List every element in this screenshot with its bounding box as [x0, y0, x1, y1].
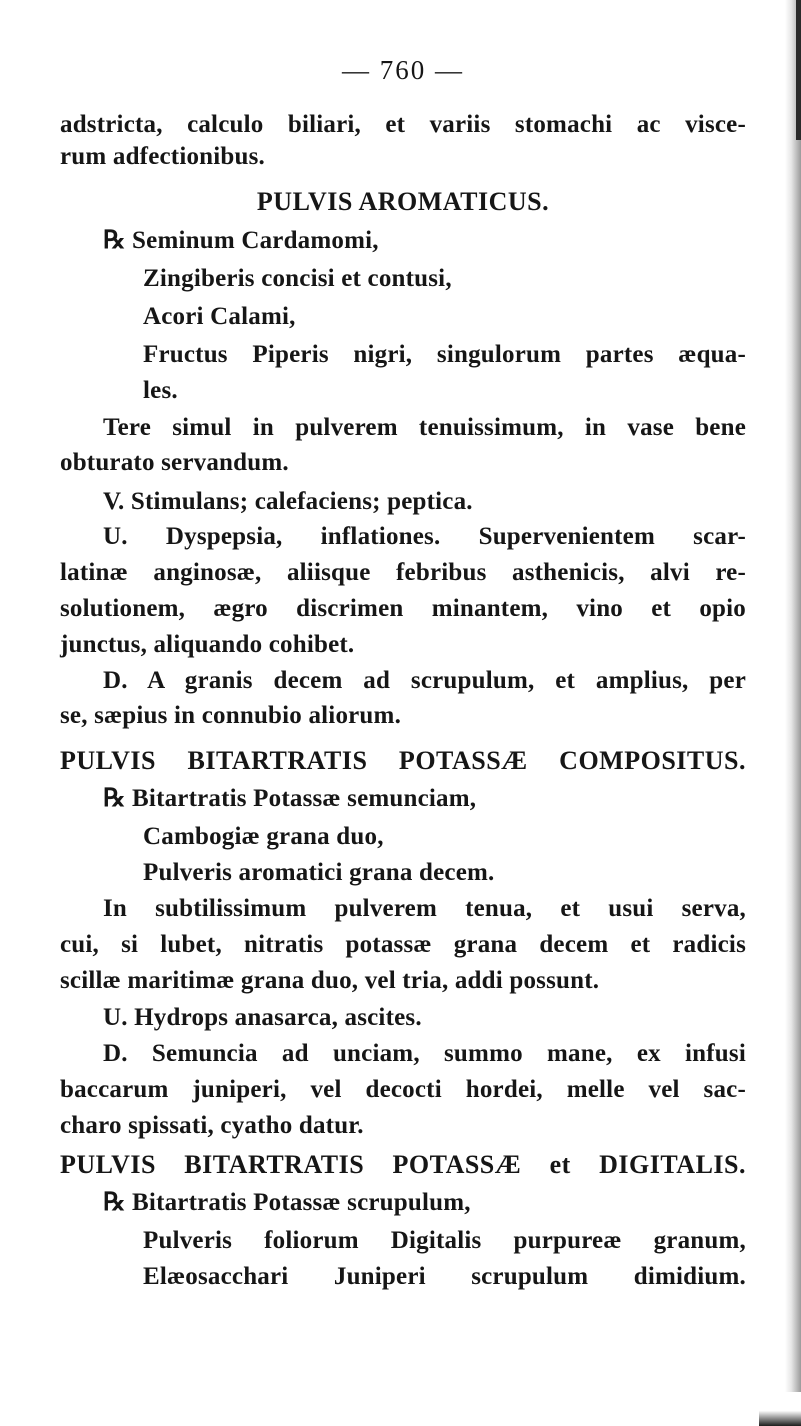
- text-line: U. Dyspepsia, inflationes. Supervenientem scar-: [103, 523, 746, 550]
- page-corner-shadow: [759, 1392, 801, 1426]
- section-heading: PULVIS BITARTRATIS POTASSÆ et DIGITALIS.: [60, 1150, 746, 1179]
- text-line: charo spissati, cyatho datur.: [60, 1112, 364, 1139]
- recipe-line: ℞ Bitartratis Potassæ scrupulum,: [103, 1189, 471, 1216]
- text-line: latinæ anginosæ, aliisque febribus asthenicis, alvi re-: [60, 559, 746, 586]
- text-line: cui, si lubet, nitratis potassæ grana decem et radicis: [60, 931, 746, 958]
- text-line: rum adfectionibus.: [60, 143, 266, 170]
- recipe-line: Zingiberis concisi et contusi,: [143, 265, 452, 292]
- text-line: baccarum juniperi, vel decocti hordei, melle vel sac-: [60, 1076, 746, 1103]
- recipe-line: Acori Calami,: [143, 303, 296, 330]
- section-heading: PULVIS BITARTRATIS POTASSÆ COMPOSITUS.: [60, 746, 746, 775]
- text-line: solutionem, ægro discrimen minantem, vino et opio: [60, 595, 746, 622]
- recipe-line: Pulveris foliorum Digitalis purpureæ granum,: [143, 1227, 746, 1254]
- text-line: Tere simul in pulverem tenuissimum, in vase bene: [103, 414, 746, 441]
- recipe-line: Elæosacchari Juniperi scrupulum dimidium.: [143, 1263, 746, 1290]
- text-line: D. A granis decem ad scrupulum, et amplius, per: [103, 667, 746, 694]
- text-line: In subtilissimum pulverem tenua, et usui serva,: [103, 895, 746, 922]
- text-line: adstricta, calculo biliari, et variis stomachi ac visce-: [60, 111, 746, 138]
- recipe-line: ℞ Seminum Cardamomi,: [103, 227, 379, 254]
- text-line: D. Semuncia ad unciam, summo mane, ex infusi: [103, 1040, 746, 1067]
- text-line: scillæ maritimæ grana duo, vel tria, addi possunt.: [60, 967, 600, 994]
- section-heading: PULVIS AROMATICUS.: [256, 187, 550, 216]
- page-edge-shadow: [785, 0, 801, 1426]
- binding-edge: [796, 0, 801, 140]
- recipe-line: Fructus Piperis nigri, singulorum partes æqua-: [143, 341, 746, 368]
- recipe-line: ℞ Bitartratis Potassæ semunciam,: [103, 785, 477, 812]
- page-number: — 760 —: [342, 55, 464, 85]
- text-line: V. Stimulans; calefaciens; peptica.: [103, 488, 473, 515]
- text-line: junctus, aliquando cohibet.: [60, 631, 355, 658]
- recipe-line: Pulveris aromatici grana decem.: [143, 859, 495, 886]
- text-line: se, sæpius in connubio aliorum.: [60, 702, 402, 729]
- text-line: obturato servandum.: [60, 449, 289, 476]
- text-line: U. Hydrops anasarca, ascites.: [103, 1004, 422, 1031]
- recipe-line: les.: [143, 377, 178, 404]
- recipe-line: Cambogiæ grana duo,: [143, 823, 384, 850]
